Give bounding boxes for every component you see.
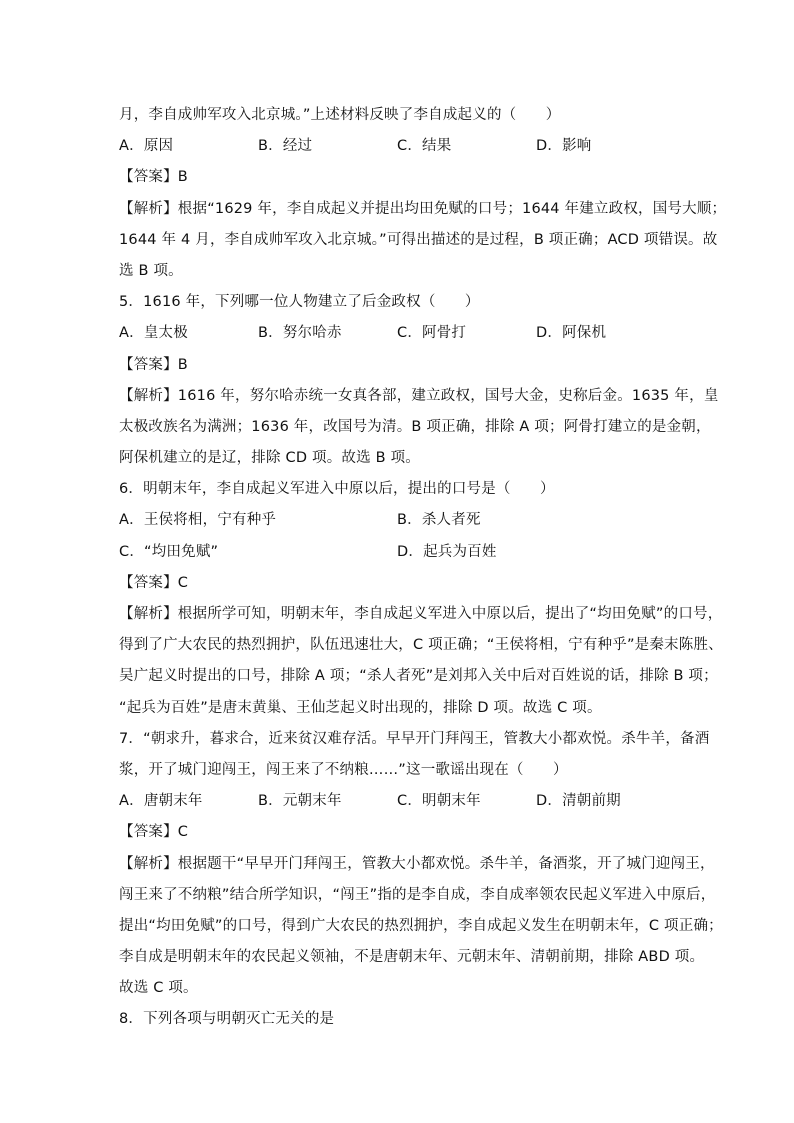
question-7-option-b: B．元朝末年 [258,793,342,810]
question-5-option-c: C．阿骨打 [397,325,467,342]
question-7-options [119,786,679,817]
question-5-analysis-line: 太极改族名为满洲；1636 年，改国号为清。B 项正确，排除 A 项；阿骨打建立的是金朝， [119,418,711,435]
question-7-option-c: C．明朝末年 [397,793,481,810]
question-6-options-row-1 [119,505,679,536]
question-6-option-c: C．“均田免赋” [119,543,219,560]
question-5-analysis-line: 阿保机建立的是辽，排除 CD 项。故选 B 项。 [119,450,420,467]
question-6-stem: 6．明朝末年，李自成起义军进入中原以后，提出的口号是（ ） [119,481,555,498]
question-7-option-d: D．清朝前期 [536,793,621,810]
question-6-answer: 【答案】C [119,574,189,591]
question-5-options [119,318,679,349]
question-7-stem-line: 浆，开了城门迎闯王，闯王来了不纳粮……”这一歌谣出现在（ ） [119,761,568,778]
question-7-analysis-line: 故选 C 项。 [119,980,198,997]
question-4-option-c: C．结果 [397,138,452,155]
question-4-option-a: A．原因 [119,138,174,155]
question-6-analysis-line: 吴广起义时提出的口号，排除 A 项；“杀人者死”是刘邦入关中后对百姓说的话，排除 B 项； [119,668,718,685]
question-6-options-row-2 [119,537,679,568]
question-6-analysis-line: 得到了广大农民的热烈拥护，队伍迅速壮大，C 项正确；“王侯将相，宁有种乎”是秦末陈胜、 [119,637,723,654]
question-6-analysis-line: 【解析】根据所学可知，明朝末年，李自成起义军进入中原以后，提出了“均田免赋”的口号， [119,606,723,622]
question-4-analysis-line: 选 B 项。 [119,262,183,279]
question-7-option-a: A．唐朝末年 [119,793,203,810]
question-5-option-a: A．皇太极 [119,325,188,342]
question-5-option-d: D．阿保机 [536,325,607,342]
question-7-analysis-line: 提出“均田免赋”的口号，得到广大农民的热烈拥护，李自成起义发生在明朝末年，C 项正确； [119,917,723,934]
question-7-answer: 【答案】C [119,824,189,841]
question-7-analysis-line: 闯王来了不纳粮”结合所学知识，“闯王”指的是李自成，李自成率领农民起义军进入中原后， [119,886,716,903]
question-6-option-a: A．王侯将相，宁有种乎 [119,512,277,529]
question-6-option-b: B．杀人者死 [397,512,481,529]
question-4-options [119,131,679,162]
question-6-option-d: D．起兵为百姓 [397,543,497,560]
question-4-answer: 【答案】B [119,169,188,186]
question-4-analysis-line: 1644 年 4 月，李自成帅军攻入北京城。”可得出描述的是过程，B 项正确；ACD 项错误。故 [119,231,718,248]
question-4-analysis-line: 【解析】根据“1629 年，李自成起义并提出均田免赋的口号；1644 年建立政权，国号大顺； [119,200,727,217]
question-6-analysis-line: “起兵为百姓”是唐末黄巢、王仙芝起义时出现的，排除 D 项。故选 C 项。 [119,699,602,716]
question-5-option-b: B．努尔哈赤 [258,325,342,342]
question-5-answer: 【答案】B [119,356,188,373]
question-4-stem: 月，李自成帅军攻入北京城。”上述材料反映了李自成起义的（ ） [119,107,561,123]
question-8-stem: 8．下列各项与明朝灭亡无关的是 [119,1011,335,1028]
question-7-analysis-line: 李自成是明朝末年的农民起义领袖，不是唐朝末年、元朝末年、清朝前期，排除 ABD 项。 [119,949,705,966]
question-4-option-b: B．经过 [258,138,313,155]
question-5-stem: 5．1616 年，下列哪一位人物建立了后金政权（ ） [119,294,480,311]
question-7-analysis-line: 【解析】根据题干“早早开门拜闯王，管教大小都欢悦。杀牛羊，备酒浆，开了城门迎闯王， [119,855,715,872]
question-4-option-d: D．影响 [536,138,592,155]
question-7-stem-line: 7．“朝求升，暮求合，近来贫汉难存活。早早开门拜闯王，管教大小都欢悦。杀牛羊，备酒 [119,730,710,747]
page-content [119,100,727,1036]
question-5-analysis-line: 【解析】1616 年，努尔哈赤统一女真各部，建立政权，国号大金，史称后金。1635 年，皇 [119,387,719,404]
